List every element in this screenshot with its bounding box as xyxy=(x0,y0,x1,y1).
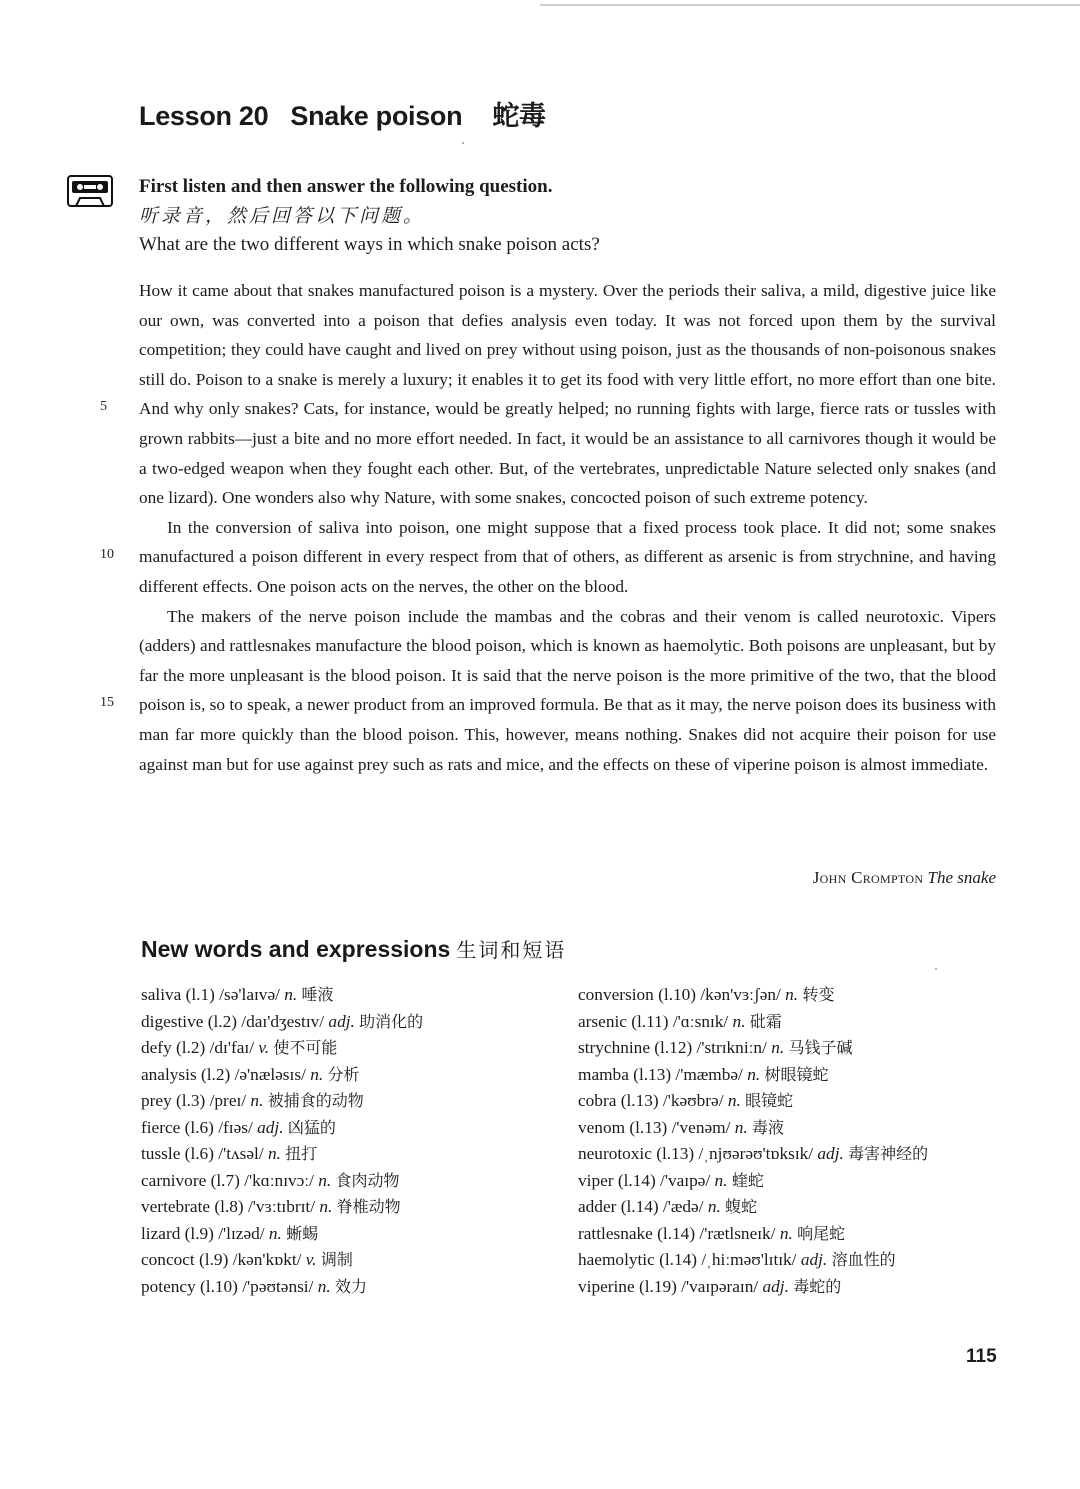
vocab-meaning-zh: 毒液 xyxy=(752,1117,785,1137)
cassette-tape-icon xyxy=(66,172,114,210)
lesson-title-zh: 蛇毒 xyxy=(492,101,546,131)
vocab-word: haemolytic (l.14) /ˌhiːməʊ'lɪtɪk/ xyxy=(578,1250,797,1269)
vocab-entry xyxy=(141,1062,561,1089)
vocab-entry xyxy=(141,1221,561,1248)
vocab-word: vertebrate (l.8) /'vɜːtɪbrɪt/ xyxy=(141,1197,316,1216)
scan-speck xyxy=(935,968,937,970)
vocab-meaning-zh: 蜥蜴 xyxy=(286,1223,319,1243)
vocab-part-of-speech: adj. xyxy=(817,1144,844,1163)
attribution-author: John Crompton xyxy=(812,868,924,887)
vocab-part-of-speech: n. xyxy=(714,1170,728,1190)
vocab-entry xyxy=(578,1141,1018,1168)
lesson-label: Lesson 20 xyxy=(139,101,269,131)
vocab-entry xyxy=(578,1221,1018,1248)
vocab-part-of-speech: n. xyxy=(318,1170,332,1190)
passage-paragraph-2: In the conversion of saliva into poison, one might suppose that a fixed process took place. It did not; some snakes manufactured a poison different in every respect from that of others, as different as arsenic is from strychnine, and having different effects. One poison acts on the nerves, the other on the blood. xyxy=(139,517,996,596)
attribution xyxy=(813,868,996,888)
vocab-part-of-speech: v. xyxy=(258,1038,270,1057)
vocab-list-right xyxy=(578,982,1018,1300)
vocab-part-of-speech: n. xyxy=(317,1276,331,1296)
vocab-entry xyxy=(141,1141,561,1168)
vocab-part-of-speech: v. xyxy=(305,1250,317,1269)
line-number-10: 10 xyxy=(100,547,114,562)
vocab-word: cobra (l.13) /'kəʊbrə/ xyxy=(578,1091,724,1110)
vocab-part-of-speech: n. xyxy=(727,1091,741,1110)
vocab-entry xyxy=(141,1009,561,1036)
vocab-word: digestive (l.2) /daɪ'dʒestɪv/ xyxy=(141,1011,325,1031)
vocab-word: mamba (l.13) /'mæmbə/ xyxy=(578,1064,743,1084)
vocab-entry xyxy=(578,1194,1018,1221)
vocab-part-of-speech: adj. xyxy=(328,1011,355,1031)
vocab-meaning-zh: 食肉动物 xyxy=(335,1170,400,1190)
vocab-word: defy (l.2) /dɪ'faɪ/ xyxy=(141,1038,255,1057)
vocab-part-of-speech: n. xyxy=(747,1064,761,1084)
vocab-part-of-speech: n. xyxy=(268,1223,282,1243)
vocab-part-of-speech: n. xyxy=(319,1197,333,1216)
vocab-word: rattlesnake (l.14) /'rætlsneɪk/ xyxy=(578,1223,776,1243)
vocab-meaning-zh: 唾液 xyxy=(301,985,334,1004)
vocab-section-title xyxy=(141,934,566,963)
vocab-meaning-zh: 脊椎动物 xyxy=(336,1197,401,1216)
lesson-title-en: Snake poison xyxy=(290,101,463,131)
lesson-title xyxy=(139,94,546,133)
vocab-word: venom (l.13) /'venəm/ xyxy=(578,1117,731,1137)
vocab-entry xyxy=(578,1035,1018,1062)
instructions-block xyxy=(139,173,1009,259)
vocab-entry xyxy=(578,1115,1018,1142)
vocab-word: adder (l.14) /'ædə/ xyxy=(578,1197,704,1216)
vocab-list-left xyxy=(141,982,561,1300)
vocab-part-of-speech: n. xyxy=(732,1011,746,1031)
line-number-5: 5 xyxy=(100,399,107,414)
vocab-word: fierce (l.6) /fɪəs/ xyxy=(141,1117,253,1137)
vocab-entry xyxy=(141,1194,561,1221)
vocab-word: analysis (l.2) /ə'næləsɪs/ xyxy=(141,1064,306,1084)
line-number-15: 15 xyxy=(100,695,114,710)
vocab-entry xyxy=(578,1247,1018,1274)
vocab-entry xyxy=(141,982,561,1009)
vocab-word: viper (l.14) /'vaɪpə/ xyxy=(578,1170,711,1190)
vocab-word: arsenic (l.11) /'ɑːsnɪk/ xyxy=(578,1011,729,1031)
vocab-meaning-zh: 毒蛇的 xyxy=(793,1276,842,1296)
vocab-entry xyxy=(141,1168,561,1195)
vocab-entry xyxy=(578,1062,1018,1089)
vocab-part-of-speech: adj. xyxy=(257,1117,284,1137)
vocab-meaning-zh: 扭打 xyxy=(285,1144,318,1163)
instruction-heading: First listen and then answer the following question. xyxy=(139,176,553,197)
vocab-meaning-zh: 蝮蛇 xyxy=(725,1197,758,1216)
vocab-word: conversion (l.10) /kən'vɜːʃən/ xyxy=(578,985,781,1004)
page-number: 115 xyxy=(966,1346,997,1367)
vocab-part-of-speech: adj. xyxy=(800,1250,828,1269)
vocab-meaning-zh: 调制 xyxy=(320,1250,353,1269)
vocab-part-of-speech: adj. xyxy=(762,1276,789,1296)
vocab-entry xyxy=(578,1009,1018,1036)
vocab-word: potency (l.10) /'pəʊtənsi/ xyxy=(141,1276,314,1296)
vocab-part-of-speech: n. xyxy=(707,1197,721,1216)
vocab-word: neurotoxic (l.13) /ˌnjʊərəʊ'tɒksɪk/ xyxy=(578,1144,814,1163)
vocab-part-of-speech: n. xyxy=(250,1091,264,1110)
vocab-part-of-speech: n. xyxy=(771,1038,785,1057)
vocab-part-of-speech: n. xyxy=(310,1064,324,1084)
vocab-entry xyxy=(141,1247,561,1274)
vocab-meaning-zh: 砒霜 xyxy=(749,1011,782,1031)
vocab-part-of-speech: n. xyxy=(284,985,298,1004)
vocab-meaning-zh: 凶猛的 xyxy=(287,1117,336,1137)
vocab-entry xyxy=(578,982,1018,1009)
vocab-entry xyxy=(578,1274,1018,1301)
vocab-meaning-zh: 转变 xyxy=(802,985,835,1004)
vocab-part-of-speech: n. xyxy=(267,1144,281,1163)
vocab-meaning-zh: 助消化的 xyxy=(359,1011,424,1031)
vocab-word: saliva (l.1) /sə'laɪvə/ xyxy=(141,985,280,1004)
reading-passage xyxy=(139,276,996,779)
vocab-meaning-zh: 树眼镜蛇 xyxy=(764,1064,829,1084)
vocab-entry xyxy=(578,1088,1018,1115)
vocab-word: tussle (l.6) /'tʌsəl/ xyxy=(141,1144,264,1163)
vocab-meaning-zh: 响尾蛇 xyxy=(797,1223,846,1243)
vocab-meaning-zh: 毒害神经的 xyxy=(848,1144,929,1163)
top-rule xyxy=(540,4,1080,6)
passage-paragraph-3: The makers of the nerve poison include the mambas and the cobras and their venom is called neurotoxic. Vipers (adders) and rattlesnakes manufacture the blood poison, which is known as haemolytic. Both poisons are unpleasant, but by far the more unpleasant is the blood poison. It is said that the nerve poison is the more primitive of the two, that the blood poison is, so to speak, a newer product from an improved formula. Be that as it may, the nerve poison does its business with man far more quickly than the blood poison. This, however, means nothing. Snakes did not acquire their poison for use against man but for use against prey such as rats and mice, and the effects on these of viperine poison is almost immediate. xyxy=(139,606,996,774)
vocab-meaning-zh: 效力 xyxy=(335,1276,368,1296)
attribution-work: The snake xyxy=(927,868,996,887)
vocab-meaning-zh: 蝰蛇 xyxy=(731,1170,764,1190)
vocab-word: viperine (l.19) /'vaɪpəraɪn/ xyxy=(578,1276,759,1296)
vocab-part-of-speech: n. xyxy=(734,1117,748,1137)
vocab-word: concoct (l.9) /kən'kɒkt/ xyxy=(141,1250,302,1269)
vocab-meaning-zh: 使不可能 xyxy=(273,1038,338,1057)
vocab-meaning-zh: 眼镜蛇 xyxy=(745,1091,794,1110)
vocab-entry xyxy=(141,1088,561,1115)
vocab-title-zh: 生词和短语 xyxy=(456,938,567,962)
vocab-word: prey (l.3) /preɪ/ xyxy=(141,1091,247,1110)
vocab-word: lizard (l.9) /'lɪzəd/ xyxy=(141,1223,265,1243)
vocab-meaning-zh: 马钱子碱 xyxy=(788,1038,853,1057)
scan-speck xyxy=(462,142,464,144)
vocab-meaning-zh: 被捕食的动物 xyxy=(267,1091,364,1110)
vocab-entry xyxy=(578,1168,1018,1195)
vocab-word: strychnine (l.12) /'strɪkniːn/ xyxy=(578,1038,767,1057)
passage-paragraph-1: How it came about that snakes manufactured poison is a mystery. Over the periods their saliva, a mild, digestive juice like our own, was converted into a poison that defies analysis even today. It was not forced upon them by the survival competition; they could have caught and lived on prey without using poison, just as the thousands of non-poisonous snakes still do. Poison to a snake is merely a luxury; it enables it to get its food with very little effort, no more effort than one bite. And why only snakes? Cats, for instance, would be greatly helped; no running fights with large, fierce rats or tussles with grown rabbits—just a bite and no more effort needed. In fact, it would be an assistance to all carnivores though it would be a two-edged weapon when they fought each other. But, of the vertebrates, unpredictable Nature selected only snakes (and one lizard). One wonders also why Nature, with some snakes, concocted poison of such extreme potency. xyxy=(139,281,996,508)
vocab-meaning-zh: 溶血性的 xyxy=(831,1250,896,1269)
instruction-heading-zh: 听录音，然后回答以下问题。 xyxy=(139,205,426,227)
vocab-title-en: New words and expressions xyxy=(141,936,451,962)
vocab-entry xyxy=(141,1115,561,1142)
vocab-meaning-zh: 分析 xyxy=(327,1064,360,1084)
vocab-part-of-speech: n. xyxy=(785,985,799,1004)
vocab-part-of-speech: n. xyxy=(779,1223,793,1243)
vocab-entry xyxy=(141,1035,561,1062)
vocab-entry xyxy=(141,1274,561,1301)
vocab-word: carnivore (l.7) /'kɑːnɪvɔː/ xyxy=(141,1170,314,1190)
instruction-question: What are the two different ways in which snake poison acts? xyxy=(139,234,600,255)
